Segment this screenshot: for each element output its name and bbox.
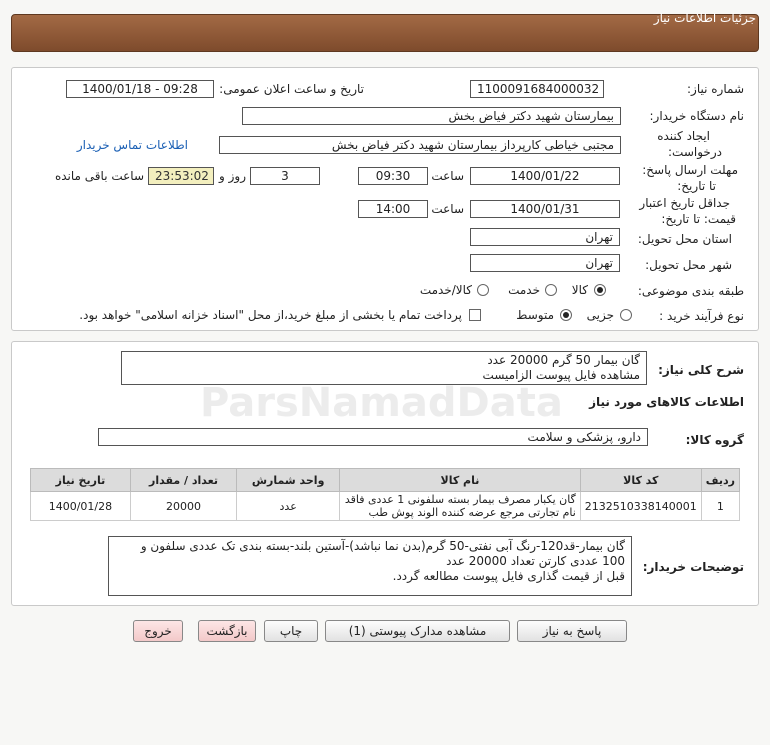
summary-line-2: مشاهده فایل پیوست الزامیست — [482, 368, 640, 382]
process-minor-label: جزیی — [586, 308, 614, 322]
buyer-notes-field — [108, 536, 632, 596]
col-name: نام کالا — [340, 469, 581, 492]
remaining-time-field: 23:53:02 — [148, 167, 214, 185]
treasury-note: پرداخت تمام یا بخشی از مبلغ خرید،از محل "اسناد خزانه اسلامی" خواهد بود. — [79, 308, 462, 322]
category-goods-radio[interactable] — [594, 284, 606, 296]
category-goods-label: کالا — [571, 283, 588, 297]
row-name: گان یکبار مصرف بیمار بسته سلفونی 1 عددی فاقد نام تجارتی مرجع عرضه کننده الوند پوش طب — [340, 492, 581, 521]
city-label: شهر محل تحویل: — [645, 258, 732, 272]
contact-buyer-link[interactable]: اطلاعات تماس خریدار — [76, 138, 188, 152]
page-title: جزئیات اطلاعات نیاز — [653, 11, 756, 25]
process-label: نوع فرآیند خرید : — [659, 309, 744, 323]
summary-line-1: گان بیمار 50 گرم 20000 عدد — [487, 353, 640, 367]
buyer-org-label: نام دستگاه خریدار: — [649, 109, 744, 123]
reply-button[interactable]: پاسخ به نیاز — [517, 620, 627, 642]
summary-field — [121, 351, 647, 385]
deadline-label-2: تا تاریخ: — [677, 179, 716, 193]
treasury-checkbox[interactable] — [469, 309, 481, 321]
goods-group-field: دارو، پزشکی و سلامت — [98, 428, 648, 446]
col-row: ردیف — [701, 469, 739, 492]
goods-table — [30, 468, 740, 521]
announce-field: 1400/01/18 - 09:28 — [66, 80, 214, 98]
row-qty: 20000 — [130, 492, 236, 521]
category-service-label: خدمت — [508, 283, 540, 297]
table-row — [31, 492, 740, 521]
deadline-date-field: 1400/01/22 — [470, 167, 620, 185]
province-label: استان محل تحویل: — [637, 232, 732, 246]
process-medium-radio[interactable] — [560, 309, 572, 321]
deadline-time-label: ساعت — [431, 169, 464, 183]
category-service-radio[interactable] — [545, 284, 557, 296]
exit-button[interactable]: خروج — [133, 620, 183, 642]
goods-group-label: گروه کالا: — [685, 433, 744, 447]
creator-label-1: ایجاد کننده — [657, 129, 710, 143]
print-button[interactable]: چاپ — [264, 620, 318, 642]
buyer-notes-line-3: قبل از قیمت گذاری فایل پیوست مطالعه گردد. — [392, 569, 625, 583]
creator-label-2: درخواست: — [668, 145, 722, 159]
row-unit: عدد — [237, 492, 340, 521]
announce-label: تاریخ و ساعت اعلان عمومی: — [219, 82, 364, 96]
goods-table-header — [31, 469, 740, 492]
province-field: تهران — [470, 228, 620, 246]
col-qty: تعداد / مقدار — [130, 469, 236, 492]
city-field: تهران — [470, 254, 620, 272]
col-code: کد کالا — [580, 469, 701, 492]
process-minor-radio[interactable] — [620, 309, 632, 321]
deadline-label-1: مهلت ارسال پاسخ: — [642, 163, 738, 177]
col-unit: واحد شمارش — [237, 469, 340, 492]
deadline-time-field: 09:30 — [358, 167, 428, 185]
row-date: 1400/01/28 — [31, 492, 131, 521]
validity-time-field: 14:00 — [358, 200, 428, 218]
need-number-field: 1100091684000032 — [470, 80, 604, 98]
category-label: طبقه بندی موضوعی: — [637, 284, 744, 298]
buyer-notes-line-2: 100 عددی کارتن تعداد 20000 عدد — [446, 554, 625, 568]
buyer-notes-label: توضیحات خریدار: — [642, 560, 744, 574]
row-index: 1 — [701, 492, 739, 521]
page-header — [11, 14, 759, 52]
col-date: تاریخ نیاز — [31, 469, 131, 492]
days-field: 3 — [250, 167, 320, 185]
buyer-org-field: بیمارستان شهید دکتر فیاض بخش — [242, 107, 621, 125]
goods-section-title: اطلاعات کالاهای مورد نیاز — [589, 395, 744, 409]
remaining-label: ساعت باقی مانده — [54, 169, 144, 183]
category-both-radio[interactable] — [477, 284, 489, 296]
validity-date-field: 1400/01/31 — [470, 200, 620, 218]
validity-label-2: قیمت: تا تاریخ: — [661, 212, 736, 226]
attachments-button[interactable]: مشاهده مدارک پیوستی (1) — [325, 620, 510, 642]
row-code: 2132510338140001 — [580, 492, 701, 521]
back-button[interactable]: بازگشت — [198, 620, 256, 642]
buyer-notes-line-1: گان بیمار-قد120-رنگ آبی نفتی-50 گرم(بدن نما نباشد)-آستین بلند-بسته بندی تک عددی سلفون و — [140, 539, 625, 553]
validity-label-1: جداقل تاریخ اعتبار — [639, 196, 730, 210]
process-medium-label: متوسط — [516, 308, 554, 322]
validity-time-label: ساعت — [431, 202, 464, 216]
summary-label: شرح کلی نیاز: — [658, 363, 744, 377]
category-both-label: کالا/خدمت — [419, 283, 472, 297]
creator-field: مجتبی خیاطی کارپرداز بیمارستان شهید دکتر فیاض بخش — [219, 136, 621, 154]
need-number-label: شماره نیاز: — [687, 82, 744, 96]
days-label: روز و — [219, 169, 246, 183]
